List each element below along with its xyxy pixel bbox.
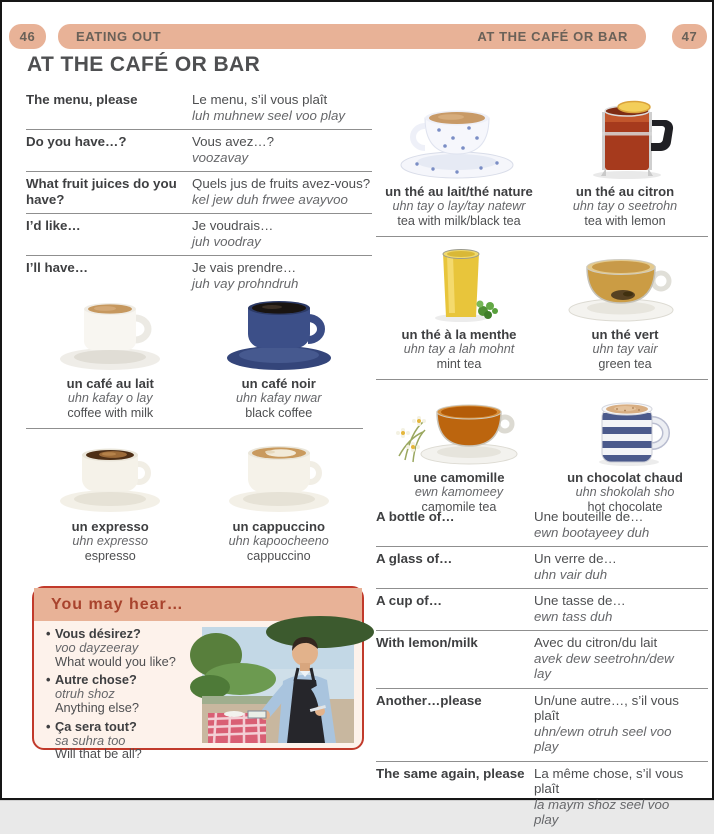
caption-french: un café noir bbox=[241, 376, 316, 391]
phrase-row bbox=[26, 214, 372, 256]
hear-english: What would you like? bbox=[55, 653, 176, 669]
phrase-english: Do you have…? bbox=[26, 134, 127, 149]
picture-item bbox=[195, 292, 364, 421]
phrase-row bbox=[376, 505, 708, 547]
drinks-picture-grid bbox=[376, 88, 708, 515]
bullet: • bbox=[46, 626, 51, 641]
phrase-pronunciation: luh muhnew seel voo play bbox=[192, 107, 346, 123]
phrase-french: Un/une autre…, s’il vous plaît bbox=[534, 692, 679, 723]
caption-english: hot chocolate bbox=[587, 500, 663, 514]
you-may-hear-list bbox=[46, 627, 200, 766]
caption-french: un thé à la menthe bbox=[401, 327, 517, 342]
phrase-english: I’d like… bbox=[26, 218, 81, 233]
picture-item bbox=[376, 243, 542, 372]
divider bbox=[376, 379, 708, 380]
phrase-row bbox=[26, 88, 372, 130]
hear-english: Anything else? bbox=[55, 699, 139, 715]
picture-item bbox=[376, 386, 542, 515]
phrase-french: Quels jus de fruits avez-vous? bbox=[192, 176, 371, 191]
header-bar bbox=[58, 24, 646, 49]
caption-french: un café au lait bbox=[66, 376, 154, 391]
phrase-english: What fruit juices do you have? bbox=[26, 176, 177, 207]
left-phrase-table bbox=[26, 88, 372, 297]
caption-french: un cappuccino bbox=[232, 519, 325, 534]
caption-english: green tea bbox=[598, 357, 652, 371]
hear-item bbox=[46, 627, 200, 668]
divider bbox=[376, 236, 708, 237]
picture-item bbox=[195, 435, 364, 564]
caption-pronunciation: uhn expresso bbox=[72, 534, 149, 548]
caption-pronunciation: ewn kamomeey bbox=[414, 485, 504, 499]
caption-french: une camomille bbox=[413, 470, 505, 485]
hear-french: Vous désirez? bbox=[55, 626, 141, 641]
phrase-french: Une tasse de… bbox=[534, 593, 626, 608]
you-may-hear-box bbox=[32, 586, 364, 762]
page-number-left bbox=[9, 24, 46, 49]
picture-item bbox=[26, 292, 195, 421]
the-au-citron-image bbox=[549, 88, 701, 180]
hear-pronunciation: voo dayzeeray bbox=[55, 639, 139, 655]
phrase-pronunciation: ewn tass duh bbox=[534, 608, 613, 624]
phrase-english: With lemon/milk bbox=[376, 635, 478, 650]
cafe-noir-image bbox=[204, 292, 354, 372]
phrase-french: Je vais prendre… bbox=[192, 260, 297, 275]
the-au-lait-image bbox=[383, 88, 535, 180]
hear-item bbox=[46, 673, 200, 714]
caption-pronunciation: uhn tay vair bbox=[592, 342, 658, 356]
hear-pronunciation: sa suhra too bbox=[55, 732, 126, 748]
phrase-french: Avec du citron/du lait bbox=[534, 635, 658, 650]
picture-item bbox=[542, 386, 708, 515]
section-label-right: AT THE CAFÉ OR BAR bbox=[477, 29, 628, 44]
phrase-row bbox=[376, 547, 708, 589]
caption-pronunciation: uhn shokolah sho bbox=[575, 485, 675, 499]
you-may-hear-title: You may hear… bbox=[34, 588, 362, 621]
page-number-right bbox=[672, 24, 707, 49]
picture-item bbox=[376, 88, 542, 229]
caption-pronunciation: uhn kafay o lay bbox=[67, 391, 153, 405]
caption-english: coffee with milk bbox=[67, 406, 154, 420]
picture-item bbox=[26, 435, 195, 564]
caption-pronunciation: uhn tay o seetrohn bbox=[572, 199, 678, 213]
waiter-taking-order-photo bbox=[202, 627, 354, 743]
phrase-english: A glass of… bbox=[376, 551, 453, 566]
chocolat-chaud-image bbox=[549, 388, 701, 466]
phrase-french: Je voudrais… bbox=[192, 218, 274, 233]
phrase-pronunciation: la maym shoz seel voo play bbox=[534, 796, 670, 827]
hear-french: Autre chose? bbox=[55, 672, 137, 688]
cappuccino-image bbox=[204, 435, 354, 515]
caption-english: tea with lemon bbox=[584, 214, 666, 228]
phrase-row bbox=[26, 130, 372, 172]
caption-french: un thé au lait/thé nature bbox=[385, 184, 533, 199]
right-phrase-table bbox=[376, 505, 708, 834]
divider bbox=[26, 428, 363, 429]
phrase-row bbox=[26, 256, 372, 297]
caption-french: un chocolat chaud bbox=[567, 470, 683, 485]
phrase-row bbox=[376, 589, 708, 631]
caption-pronunciation: uhn tay o lay/tay natewr bbox=[392, 199, 526, 213]
phrase-row bbox=[376, 631, 708, 689]
phrase-pronunciation: ewn bootayeey duh bbox=[534, 524, 650, 540]
picture-item bbox=[542, 88, 708, 229]
phrase-pronunciation: uhn/ewn otruh seel voo play bbox=[534, 723, 672, 754]
the-vert-image bbox=[549, 245, 701, 323]
caption-english: tea with milk/black tea bbox=[397, 214, 521, 228]
caption-english: camomile tea bbox=[421, 500, 497, 514]
phrase-pronunciation: kel jew duh frwee avayvoo bbox=[192, 191, 348, 207]
phrase-row bbox=[26, 172, 372, 214]
caption-english: black coffee bbox=[245, 406, 313, 420]
caption-pronunciation: uhn kafay nwar bbox=[236, 391, 322, 405]
phrase-english: Another…please bbox=[376, 692, 482, 708]
phrase-english: The menu, please bbox=[26, 92, 138, 107]
phrase-pronunciation: uhn vair duh bbox=[534, 566, 608, 582]
caption-french: un thé vert bbox=[591, 327, 659, 342]
phrase-pronunciation: juh vay prohndruh bbox=[192, 275, 299, 291]
hear-french: Ça sera tout? bbox=[55, 718, 137, 734]
picture-item bbox=[542, 243, 708, 372]
bullet: • bbox=[46, 672, 51, 688]
caption-french: un expresso bbox=[71, 519, 149, 534]
camomille-image bbox=[383, 388, 535, 466]
page-title: AT THE CAFÉ OR BAR bbox=[27, 53, 261, 76]
caption-french: un thé au citron bbox=[575, 184, 675, 199]
phrase-pronunciation: avek dew seetrohn/dew lay bbox=[534, 650, 674, 681]
page-number-right-label: 47 bbox=[681, 29, 698, 44]
caption-english: mint tea bbox=[436, 357, 482, 371]
phrase-english: A cup of… bbox=[376, 593, 442, 608]
the-a-la-menthe-image bbox=[383, 245, 535, 323]
section-label-left: EATING OUT bbox=[76, 29, 162, 44]
expresso-image bbox=[35, 435, 185, 515]
page-number-left-label: 46 bbox=[19, 29, 36, 44]
caption-pronunciation: uhn kapoocheeno bbox=[228, 534, 329, 548]
caption-english: cappuccino bbox=[246, 549, 311, 563]
phrase-french: La même chose, s’il vous plaît bbox=[534, 765, 684, 796]
phrase-pronunciation: juh voodray bbox=[192, 233, 261, 249]
phrase-row bbox=[376, 762, 708, 834]
hear-pronunciation: otruh shoz bbox=[55, 686, 115, 702]
phrase-row bbox=[376, 689, 708, 762]
phrase-french: Une bouteille de… bbox=[534, 509, 644, 524]
coffee-picture-grid bbox=[26, 292, 363, 564]
phrase-french: Vous avez…? bbox=[192, 134, 275, 149]
phrase-english: I’ll have… bbox=[26, 260, 89, 275]
phrase-english: The same again, please bbox=[376, 765, 525, 781]
hear-item bbox=[46, 720, 200, 761]
hear-english: Will that be all? bbox=[55, 746, 142, 762]
caption-english: espresso bbox=[84, 549, 136, 563]
phrase-english: A bottle of… bbox=[376, 509, 455, 524]
phrase-french: Un verre de… bbox=[534, 551, 617, 566]
phrase-french: Le menu, s’il vous plaît bbox=[192, 92, 328, 107]
bullet: • bbox=[46, 718, 51, 734]
phrase-pronunciation: voozavay bbox=[192, 149, 249, 165]
caption-pronunciation: uhn tay a lah mohnt bbox=[403, 342, 515, 356]
cafe-au-lait-image bbox=[35, 292, 185, 372]
